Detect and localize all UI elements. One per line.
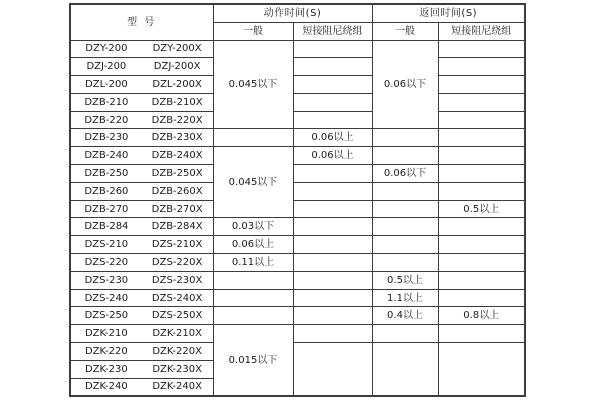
model-cell bbox=[70, 111, 213, 129]
model-cell bbox=[70, 271, 213, 289]
ret-damped-cell bbox=[438, 111, 525, 129]
model-name: DZL-200 bbox=[85, 78, 128, 90]
model-name-x: DZB-210X bbox=[151, 96, 203, 108]
act-damped-cell bbox=[293, 218, 372, 236]
model-name: DZS-210 bbox=[84, 239, 129, 251]
act-damped-cell bbox=[293, 236, 372, 254]
act-general-cell: 0.045以下 bbox=[213, 147, 293, 218]
table-row bbox=[70, 129, 525, 147]
ret-damped-cell bbox=[438, 165, 525, 183]
model-name: DZB-260 bbox=[84, 185, 129, 197]
model-cell bbox=[70, 254, 213, 272]
act-damped-cell bbox=[293, 58, 372, 76]
ret-general-cell bbox=[372, 254, 438, 272]
model-name-x: DZB-284X bbox=[151, 221, 203, 233]
act-damped-cell: 0.06以上 bbox=[293, 147, 372, 165]
ret-general-cell bbox=[372, 236, 438, 254]
act-damped-cell bbox=[293, 111, 372, 129]
ret-general-cell: 0.5以上 bbox=[372, 271, 438, 289]
act-damped-cell bbox=[293, 325, 372, 343]
model-name: DZB-250 bbox=[84, 167, 129, 179]
model-cell bbox=[70, 147, 213, 165]
act-general-cell bbox=[213, 271, 293, 289]
header-action-general: 一般 bbox=[213, 22, 293, 40]
act-general-cell bbox=[213, 307, 293, 325]
model-name: DZS-220 bbox=[84, 256, 129, 268]
model-name-x: DZB-220X bbox=[151, 114, 203, 126]
model-name: DZB-270 bbox=[84, 203, 129, 215]
model-cell bbox=[70, 325, 213, 343]
header-model: 型 号 bbox=[70, 4, 213, 40]
act-damped-cell bbox=[293, 182, 372, 200]
table-row bbox=[70, 111, 525, 129]
header-return-time: 返回时间(S) bbox=[372, 4, 525, 22]
ret-damped-cell bbox=[438, 289, 525, 307]
table-row bbox=[70, 200, 525, 218]
model-name-x: DZB-230X bbox=[151, 132, 203, 144]
model-name-x: DZS-210X bbox=[151, 239, 203, 251]
ret-damped-cell bbox=[438, 147, 525, 165]
model-name: DZB-210 bbox=[84, 96, 129, 108]
act-general-cell bbox=[213, 289, 293, 307]
ret-damped-cell bbox=[438, 271, 525, 289]
act-damped-cell bbox=[293, 307, 372, 325]
table-row bbox=[70, 58, 525, 76]
act-damped-cell bbox=[293, 254, 372, 272]
header-return-general: 一般 bbox=[372, 22, 438, 40]
model-cell bbox=[70, 218, 213, 236]
model-name-x: DZJ-200X bbox=[153, 61, 201, 73]
model-name-x: DZB-260X bbox=[151, 185, 203, 197]
ret-damped-cell bbox=[438, 182, 525, 200]
ret-damped-cell bbox=[438, 76, 525, 94]
model-name-x: DZS-230X bbox=[151, 274, 203, 286]
model-name-x: DZK-230X bbox=[152, 363, 202, 375]
table-row bbox=[70, 343, 525, 361]
ret-general-cell bbox=[372, 182, 438, 200]
model-name: DZK-210 bbox=[84, 328, 128, 340]
model-cell bbox=[70, 165, 213, 183]
table-row bbox=[70, 182, 525, 200]
model-name-x: DZS-240X bbox=[151, 292, 203, 304]
table-row bbox=[70, 76, 525, 94]
timing-spec-table bbox=[69, 3, 526, 397]
ret-damped-cell bbox=[438, 58, 525, 76]
model-name-x: DZB-240X bbox=[151, 150, 203, 162]
act-general-cell: 0.06以上 bbox=[213, 236, 293, 254]
ret-damped-cell bbox=[438, 218, 525, 236]
act-general-cell: 0.015以下 bbox=[213, 325, 293, 396]
model-cell bbox=[70, 200, 213, 218]
ret-damped-cell bbox=[438, 93, 525, 111]
model-cell bbox=[70, 343, 213, 361]
act-damped-cell bbox=[293, 200, 372, 218]
model-cell bbox=[70, 289, 213, 307]
model-cell bbox=[70, 58, 213, 76]
ret-damped-cell: 0.5以上 bbox=[438, 200, 525, 218]
model-name-x: DZB-250X bbox=[151, 167, 203, 179]
ret-general-cell: 0.06以下 bbox=[372, 165, 438, 183]
model-name: DZK-230 bbox=[84, 363, 128, 375]
model-cell bbox=[70, 236, 213, 254]
ret-general-cell bbox=[372, 325, 438, 343]
model-name: DZS-240 bbox=[84, 292, 129, 304]
ret-damped-cell bbox=[438, 129, 525, 147]
model-name: DZB-240 bbox=[84, 150, 129, 162]
model-cell bbox=[70, 307, 213, 325]
ret-damped-cell bbox=[438, 236, 525, 254]
header-return-damped: 短接阻尼绕组 bbox=[438, 22, 525, 40]
model-cell bbox=[70, 129, 213, 147]
table-row bbox=[70, 271, 525, 289]
table-row bbox=[70, 307, 525, 325]
model-name-x: DZB-270X bbox=[151, 203, 203, 215]
table-row bbox=[70, 236, 525, 254]
act-damped-cell bbox=[293, 76, 372, 94]
ret-general-cell bbox=[372, 200, 438, 218]
model-name-x: DZK-220X bbox=[152, 345, 202, 357]
model-name: DZK-220 bbox=[84, 345, 128, 357]
act-damped-cell bbox=[293, 93, 372, 111]
ret-general-cell: 0.06以下 bbox=[372, 40, 438, 129]
header-action-time: 动作时间(S) bbox=[213, 4, 372, 22]
ret-general-cell bbox=[372, 218, 438, 236]
model-name-x: DZL-200X bbox=[152, 78, 202, 90]
act-damped-cell bbox=[293, 40, 372, 58]
table-row bbox=[70, 289, 525, 307]
model-name: DZK-240 bbox=[84, 381, 128, 393]
table-row bbox=[70, 147, 525, 165]
model-name-x: DZS-220X bbox=[151, 256, 203, 268]
model-cell bbox=[70, 40, 213, 58]
table-row bbox=[70, 254, 525, 272]
model-cell bbox=[70, 360, 213, 378]
act-damped-cell bbox=[293, 343, 372, 396]
model-name: DZS-230 bbox=[84, 274, 129, 286]
ret-general-cell bbox=[372, 343, 438, 396]
act-general-cell: 0.03以下 bbox=[213, 218, 293, 236]
ret-general-cell: 1.1以上 bbox=[372, 289, 438, 307]
act-general-cell bbox=[213, 129, 293, 147]
act-damped-cell: 0.06以上 bbox=[293, 129, 372, 147]
model-cell bbox=[70, 76, 213, 94]
act-general-cell: 0.11以上 bbox=[213, 254, 293, 272]
ret-damped-cell: 0.8以上 bbox=[438, 307, 525, 325]
model-name-x: DZK-210X bbox=[152, 328, 202, 340]
table-row bbox=[70, 325, 525, 343]
model-name: DZB-220 bbox=[84, 114, 129, 126]
model-cell bbox=[70, 93, 213, 111]
header-action-damped: 短接阻尼绕组 bbox=[293, 22, 372, 40]
act-damped-cell bbox=[293, 289, 372, 307]
model-cell bbox=[70, 378, 213, 396]
model-name: DZS-250 bbox=[84, 310, 129, 322]
model-name: DZB-230 bbox=[84, 132, 129, 144]
act-damped-cell bbox=[293, 271, 372, 289]
act-damped-cell bbox=[293, 165, 372, 183]
table-row bbox=[70, 93, 525, 111]
ret-general-cell bbox=[372, 147, 438, 165]
ret-damped-cell bbox=[438, 343, 525, 396]
table-row bbox=[70, 218, 525, 236]
ret-damped-cell bbox=[438, 325, 525, 343]
table-row bbox=[70, 165, 525, 183]
header-row-groups bbox=[70, 4, 525, 22]
model-name: DZJ-200 bbox=[86, 61, 127, 73]
ret-general-cell: 0.4以上 bbox=[372, 307, 438, 325]
model-name: DZB-284 bbox=[84, 221, 129, 233]
model-name-x: DZK-240X bbox=[152, 381, 202, 393]
ret-general-cell bbox=[372, 129, 438, 147]
model-cell bbox=[70, 182, 213, 200]
table-row bbox=[70, 40, 525, 58]
model-name-x: DZY-200X bbox=[152, 43, 202, 55]
model-name: DZY-200 bbox=[85, 43, 128, 55]
model-name-x: DZS-250X bbox=[151, 310, 203, 322]
ret-damped-cell bbox=[438, 254, 525, 272]
act-general-cell: 0.045以下 bbox=[213, 40, 293, 129]
ret-damped-cell bbox=[438, 40, 525, 58]
